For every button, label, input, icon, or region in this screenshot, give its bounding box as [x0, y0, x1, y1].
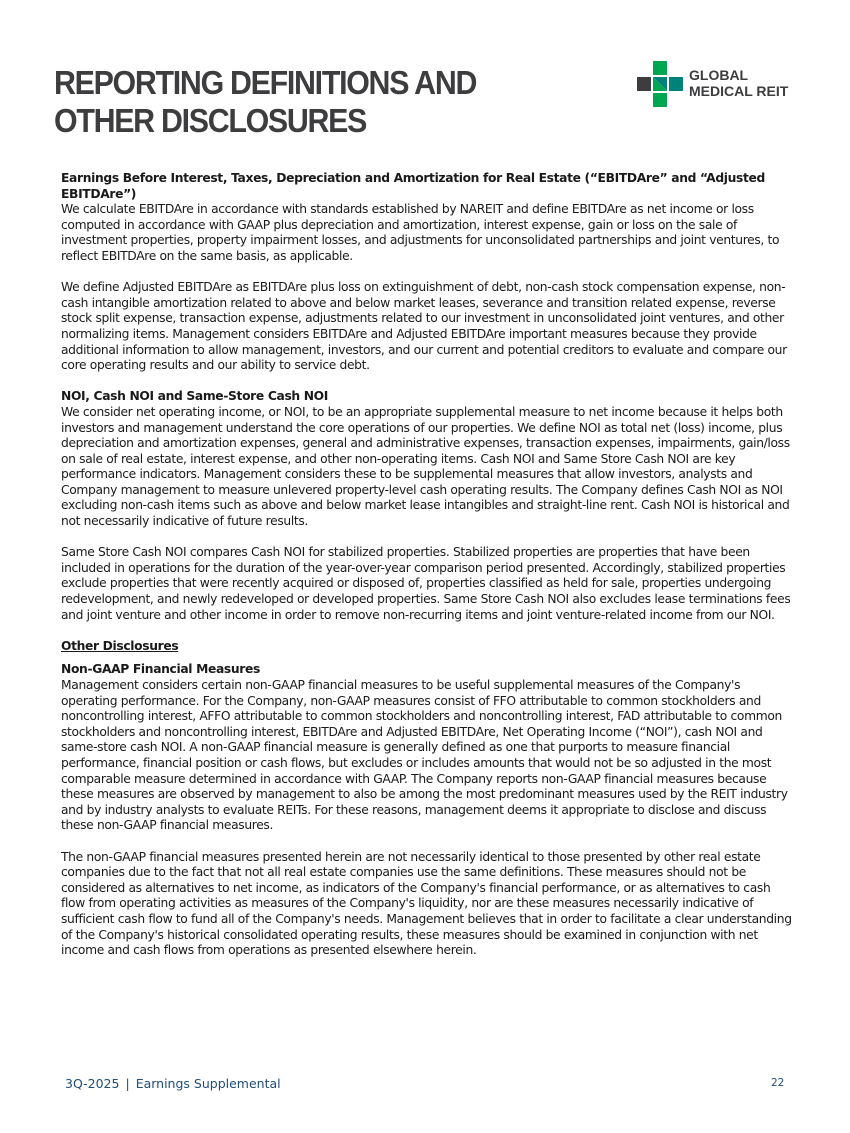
noi-paragraph-2: Same Store Cash NOI compares Cash NOI for stabilized properties. Stabilized properties are properties that have been included in operations for the duration of the year-over-year comparison period presented. Accordingly, stabilized properties exclude properties that were recently acquired or disposed of, properties classified as held for sale, properties undergoing redevelopment, and newly redeveloped or developed properties. Same Store Cash NOI also excludes lease terminations fees and joint venture and other income in order to remove non-recurring items and joint venture-related income from our NOI. — [61, 545, 791, 622]
non-gaap-heading: Non-GAAP Financial Measures — [61, 662, 260, 677]
footer-document-name: Earnings Supplemental — [135, 1076, 281, 1091]
footer-label — [65, 1076, 281, 1091]
logo-wordmark — [689, 67, 788, 99]
ebitdare-heading: Earnings Before Interest, Taxes, Depreciation and Amortization for Real Estate (“EBITDAre” and “Adjusted EBITDAre”) — [61, 171, 766, 201]
non-gaap-paragraph-2: The non-GAAP financial measures presented herein are not necessarily identical to those presented by other real estate companies due to the fact that not all real estate companies use the same definitions. These measures should not be considered as alternatives to net income, as indicators of the Company's financial performance, or as alternatives to cash flow from operating activities as measures of the Company's liquidity, nor are these measures necessarily indicative of sufficient cash flow to fund all of the Company's needs. Management believes that in order to facilitate a clear understanding of the Company's historical consolidated operating results, these measures should be examined in conjunction with net income and cash flows from operations as presented elsewhere herein. — [61, 849, 792, 958]
logo-line-2: MEDICAL REIT — [689, 83, 789, 99]
noi-section — [61, 389, 793, 623]
noi-paragraph-1: We consider net operating income, or NOI, to be an appropriate supplemental measure to net income because it helps both investors and management understand the core operations of our properties. We define NOI as total net (loss) income, plus depreciation and amortization expenses, general and administrative expenses, transaction expenses, impairments, gain/loss on sale of real estate, interest expense, and other non-operating items. Cash NOI and Same Store Cash NOI are key performance indicators. Management considers these to be supplemental measures that allow investors, analysts and Company management to measure unlevered property-level cash operating results. The Company defines Cash NOI as NOI excluding non-cash items such as above and below market lease intangibles and straight-line rent. Cash NOI is historical and not necessarily indicative of future results. — [61, 404, 790, 529]
logo-line-1: GLOBAL — [689, 67, 749, 83]
ebitdare-section — [61, 171, 793, 374]
ebitdare-paragraph-1: We calculate EBITDAre in accordance with standards established by NAREIT and define EBITDAre as net income or loss computed in accordance with GAAP plus depreciation and amortization, interest expense, gain or loss on the sale of investment properties, property impairment losses, and adjustments for unconsolidated partnerships and joint ventures, to reflect EBITDAre on the same basis, as applicable. — [61, 202, 780, 263]
footer-separator: | — [125, 1076, 130, 1091]
ebitdare-paragraph-2: We define Adjusted EBITDAre as EBITDAre plus loss on extinguishment of debt, non-cash stock compensation expense, non-cash intangible amortization related to above and below market leases, severance and transition related expense, reverse stock split expense, transaction expense, adjustments related to our investment in unconsolidated joint ventures, and other normalizing items. Management considers EBITDAre and Adjusted EBITDAre important measures because they provide additional information to allow management, investors, and our current and potential creditors to evaluate and compare our core operating results and our ability to service debt. — [61, 280, 787, 373]
non-gaap-paragraph-1: Management considers certain non-GAAP financial measures to be useful supplemental measures of the Company's operating performance. For the Company, non-GAAP measures consist of FFO attributable to common stockholders and noncontrolling interest, AFFO attributable to common stockholders and noncontrolling interest, FAD attributable to common stockholders and noncontrolling interest, EBITDAre and Adjusted EBITDAre, Net Operating Income (“NOI”), cash NOI and same-store cash NOI. A non-GAAP financial measure is generally defined as one that purports to measure financial performance, financial position or cash flows, but excludes or includes amounts that would not be so adjusted in the most comparable measure determined in accordance with GAAP. The Company reports non-GAAP financial measures because these measures are observed by management to also be among the most predominant measures used by the REIT industry and by industry analysts to evaluate REITs. For these reasons, management deems it appropriate to disclose and discuss these non-GAAP financial measures. — [61, 678, 788, 833]
document-body — [61, 171, 793, 974]
page-title — [54, 64, 476, 140]
page-title-line-2: OTHER DISCLOSURES — [54, 102, 367, 139]
noi-heading: NOI, Cash NOI and Same-Store Cash NOI — [61, 389, 329, 404]
cross-mark-icon — [636, 60, 684, 108]
page-number: 22 — [771, 1077, 785, 1089]
other-disclosures-section — [61, 639, 793, 959]
page-title-line-1: REPORTING DEFINITIONS AND — [54, 64, 477, 101]
other-disclosures-heading: Other Disclosures — [61, 638, 179, 653]
footer-period: 3Q-2025 — [65, 1076, 120, 1091]
company-logo — [636, 60, 796, 108]
